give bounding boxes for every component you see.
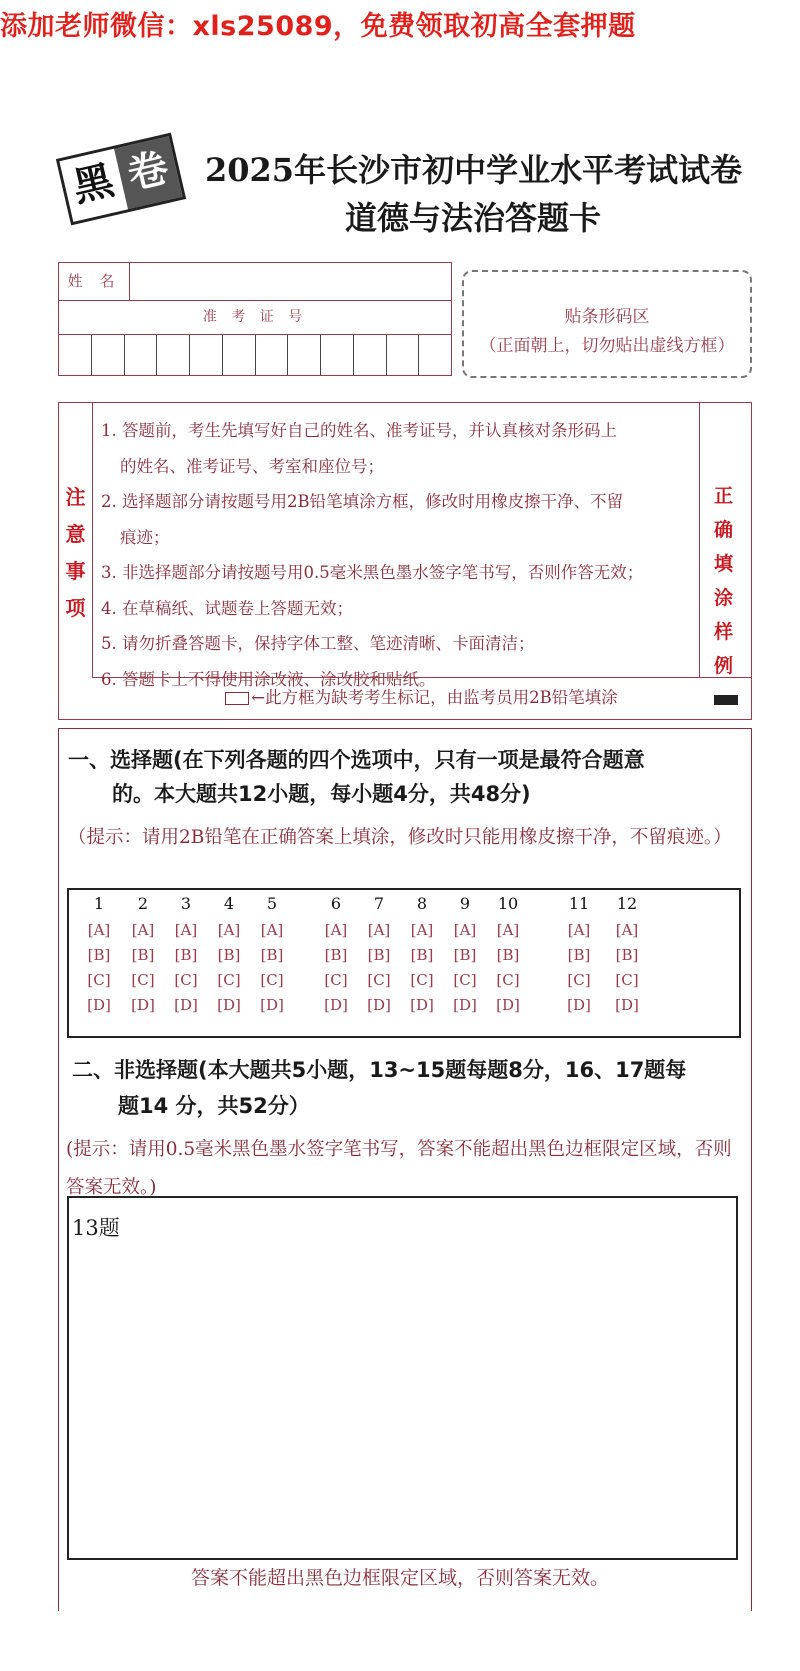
- section1-tip: （提示：请用2B铅笔在正确答案上填涂，修改时只能用橡皮擦干净，不留痕迹。）: [68, 827, 732, 848]
- id-cell[interactable]: [288, 335, 321, 375]
- id-cell[interactable]: [321, 335, 354, 375]
- exam-subtitle: 道德与法治答题卡: [345, 199, 602, 237]
- answer-bubble[interactable]: [D]: [174, 996, 198, 1014]
- absent-checkbox[interactable]: [225, 692, 249, 705]
- section1-heading-line: 的。本大题共12小题，每小题4分，共48分): [112, 782, 531, 806]
- question-number: 12: [616, 894, 638, 913]
- answer-bubble[interactable]: [A]: [567, 921, 591, 939]
- logo-char-left: 黑: [59, 149, 128, 222]
- section1-heading: [68, 743, 748, 811]
- notice-item: 6. 答题卡上不得使用涂改液、涂改胶和贴纸。: [101, 669, 436, 689]
- answer-bubble[interactable]: [A]: [615, 921, 639, 939]
- barcode-title: 贴条形码区: [564, 307, 650, 327]
- answer-bubble[interactable]: [C]: [131, 971, 155, 989]
- notice-title-char: 意: [65, 522, 86, 546]
- question-number: 2: [137, 894, 149, 913]
- answer-bubble[interactable]: [C]: [217, 971, 241, 989]
- answer-bubble[interactable]: [A]: [367, 921, 391, 939]
- answer-bubble[interactable]: [D]: [217, 996, 241, 1014]
- answer-bubble[interactable]: [D]: [496, 996, 520, 1014]
- question-number: 4: [223, 894, 235, 913]
- barcode-area: [462, 270, 752, 378]
- exam-id-cells[interactable]: [59, 335, 451, 375]
- answer-bubble[interactable]: [D]: [615, 996, 639, 1014]
- answer-bubble[interactable]: [D]: [260, 996, 284, 1014]
- promo-banner: 添加老师微信：xls25089，免费领取初高全套押题: [0, 11, 636, 42]
- notice-title: [59, 403, 93, 677]
- answer-bubble[interactable]: [C]: [260, 971, 284, 989]
- answer-bubble[interactable]: [D]: [567, 996, 591, 1014]
- answer-bubble[interactable]: [B]: [174, 946, 198, 964]
- question-column: [209, 890, 249, 1018]
- choice-grid: [67, 888, 741, 1038]
- notice-title-char: 注: [65, 485, 86, 509]
- answer-bubble[interactable]: [C]: [87, 971, 111, 989]
- answer-bubble[interactable]: [A]: [453, 921, 477, 939]
- answer-bubble[interactable]: [A]: [410, 921, 434, 939]
- question-column: [166, 890, 206, 1018]
- id-cell[interactable]: [256, 335, 289, 375]
- brand-logo: [56, 133, 186, 226]
- id-cell[interactable]: [223, 335, 256, 375]
- answer-bubble[interactable]: [B]: [367, 946, 391, 964]
- question-column: [252, 890, 292, 1018]
- answer-box-q13[interactable]: [67, 1196, 738, 1560]
- answer-bubble[interactable]: [B]: [615, 946, 639, 964]
- section2-heading: [72, 1052, 748, 1124]
- sample-label: 正 确: [713, 485, 737, 541]
- question-number: 8: [416, 894, 428, 913]
- section2-heading-line: 题14 分，共52分）: [118, 1094, 310, 1118]
- absent-mark-text: ←此方框为缺考考生标记，由监考员用2B铅笔填涂: [251, 688, 618, 707]
- notice-item: 的姓名、准考证号、考室和座位号；: [120, 456, 384, 476]
- section2-heading-line: 二、非选择题(本大题共5小题，13~15题每题8分，16、17题每: [72, 1058, 687, 1082]
- notice-item: 1. 答题前，考生先填写好自己的姓名、准考证号，并认真核对条形码上: [101, 421, 617, 440]
- logo-char-right: 卷: [114, 136, 183, 209]
- question-column: [402, 890, 442, 1018]
- answer-bubble[interactable]: [C]: [410, 971, 434, 989]
- question-column: [79, 890, 119, 1018]
- answer-bubble[interactable]: [D]: [131, 996, 155, 1014]
- question-number: 9: [459, 894, 471, 913]
- notice-item: 5. 请勿折叠答题卡，保持字体工整、笔迹清晰、卡面清洁；: [101, 634, 535, 653]
- answer-bubble[interactable]: [C]: [567, 971, 591, 989]
- id-cell[interactable]: [387, 335, 420, 375]
- notice-box: [58, 402, 752, 720]
- answer-bubble[interactable]: [B]: [217, 946, 241, 964]
- id-cell[interactable]: [190, 335, 223, 375]
- answer-bubble[interactable]: [B]: [87, 946, 111, 964]
- question-number: 6: [330, 894, 342, 913]
- answer-bubble[interactable]: [C]: [324, 971, 348, 989]
- notice-title-char: 项: [65, 596, 86, 620]
- question-number: 3: [180, 894, 192, 913]
- answer-bubble[interactable]: [A]: [131, 921, 155, 939]
- notice-item: 2. 选择题部分请按题号用2B铅笔填涂方框，修改时用橡皮擦干净、不留: [101, 492, 624, 511]
- notice-title-char: 事: [65, 559, 86, 583]
- question-number: 11: [568, 894, 590, 913]
- section2-tip: (提示：请用0.5毫米黑色墨水签字笔书写，答案不能超出黑色边框限定区域，否则答案无效。): [66, 1139, 732, 1198]
- name-label: 姓 名: [59, 263, 130, 301]
- question-number: 7: [373, 894, 385, 913]
- absent-mark-row: [92, 677, 751, 719]
- answer-bubble[interactable]: [D]: [410, 996, 434, 1014]
- exam-id-label: 准 考 证 号: [59, 300, 451, 335]
- answer-bubble[interactable]: [C]: [615, 971, 639, 989]
- answer-bubble[interactable]: [B]: [496, 946, 520, 964]
- question-number: 1: [93, 894, 105, 913]
- question-number: 10: [497, 894, 519, 913]
- answer-bubble[interactable]: [B]: [131, 946, 155, 964]
- id-cell[interactable]: [125, 335, 158, 375]
- name-field[interactable]: [129, 263, 451, 301]
- question-13-label: 13题: [72, 1216, 120, 1240]
- question-column: [559, 890, 599, 1018]
- candidate-info-box: [58, 262, 452, 376]
- answer-bubble[interactable]: [B]: [324, 946, 348, 964]
- question-column: [607, 890, 647, 1018]
- section1-heading-line: 一、选择题(在下列各题的四个选项中，只有一项是最符合题意: [68, 748, 645, 772]
- question-column: [316, 890, 356, 1018]
- notice-items: [101, 413, 695, 697]
- answer-bubble[interactable]: [A]: [496, 921, 520, 939]
- sample-label: 填 涂: [713, 553, 737, 609]
- answer-bubble[interactable]: [B]: [260, 946, 284, 964]
- answer-bubble[interactable]: [A]: [217, 921, 241, 939]
- correct-fill-sample: [699, 403, 751, 677]
- answer-bubble[interactable]: [C]: [367, 971, 391, 989]
- footer-warning: 答案不能超出黑色边框限定区域，否则答案无效。: [190, 1567, 609, 1589]
- id-cell[interactable]: [92, 335, 125, 375]
- id-cell[interactable]: [59, 335, 92, 375]
- barcode-hint: （正面朝上，切勿贴出虚线方框）: [479, 336, 735, 356]
- question-number: 5: [266, 894, 278, 913]
- answer-bubble[interactable]: [D]: [324, 996, 348, 1014]
- answer-bubble[interactable]: [B]: [410, 946, 434, 964]
- answer-bubble[interactable]: [C]: [174, 971, 198, 989]
- answer-bubble[interactable]: [D]: [367, 996, 391, 1014]
- answer-bubble[interactable]: [A]: [174, 921, 198, 939]
- question-column: [359, 890, 399, 1018]
- question-column: [488, 890, 528, 1018]
- answer-bubble[interactable]: [A]: [324, 921, 348, 939]
- notice-item: 痕迹；: [120, 527, 170, 547]
- answer-bubble[interactable]: [B]: [567, 946, 591, 964]
- question-column: [123, 890, 163, 1018]
- id-cell[interactable]: [354, 335, 387, 375]
- answer-bubble[interactable]: [D]: [87, 996, 111, 1014]
- answer-bubble[interactable]: [D]: [453, 996, 477, 1014]
- answer-bubble[interactable]: [C]: [453, 971, 477, 989]
- answer-bubble[interactable]: [B]: [453, 946, 477, 964]
- notice-item: 3. 非选择题部分请按题号用0.5毫米黑色墨水签字笔书写，否则作答无效；: [101, 563, 644, 582]
- answer-bubble[interactable]: [A]: [260, 921, 284, 939]
- id-cell[interactable]: [157, 335, 190, 375]
- answer-bubble[interactable]: [A]: [87, 921, 111, 939]
- notice-item: 4. 在草稿纸、试题卷上答题无效；: [101, 598, 353, 618]
- id-cell[interactable]: [419, 335, 451, 375]
- answer-bubble[interactable]: [C]: [496, 971, 520, 989]
- sample-label: 样 例: [713, 621, 737, 677]
- question-column: [445, 890, 485, 1018]
- exam-title: 2025年长沙市初中学业水平考试试卷: [205, 151, 743, 189]
